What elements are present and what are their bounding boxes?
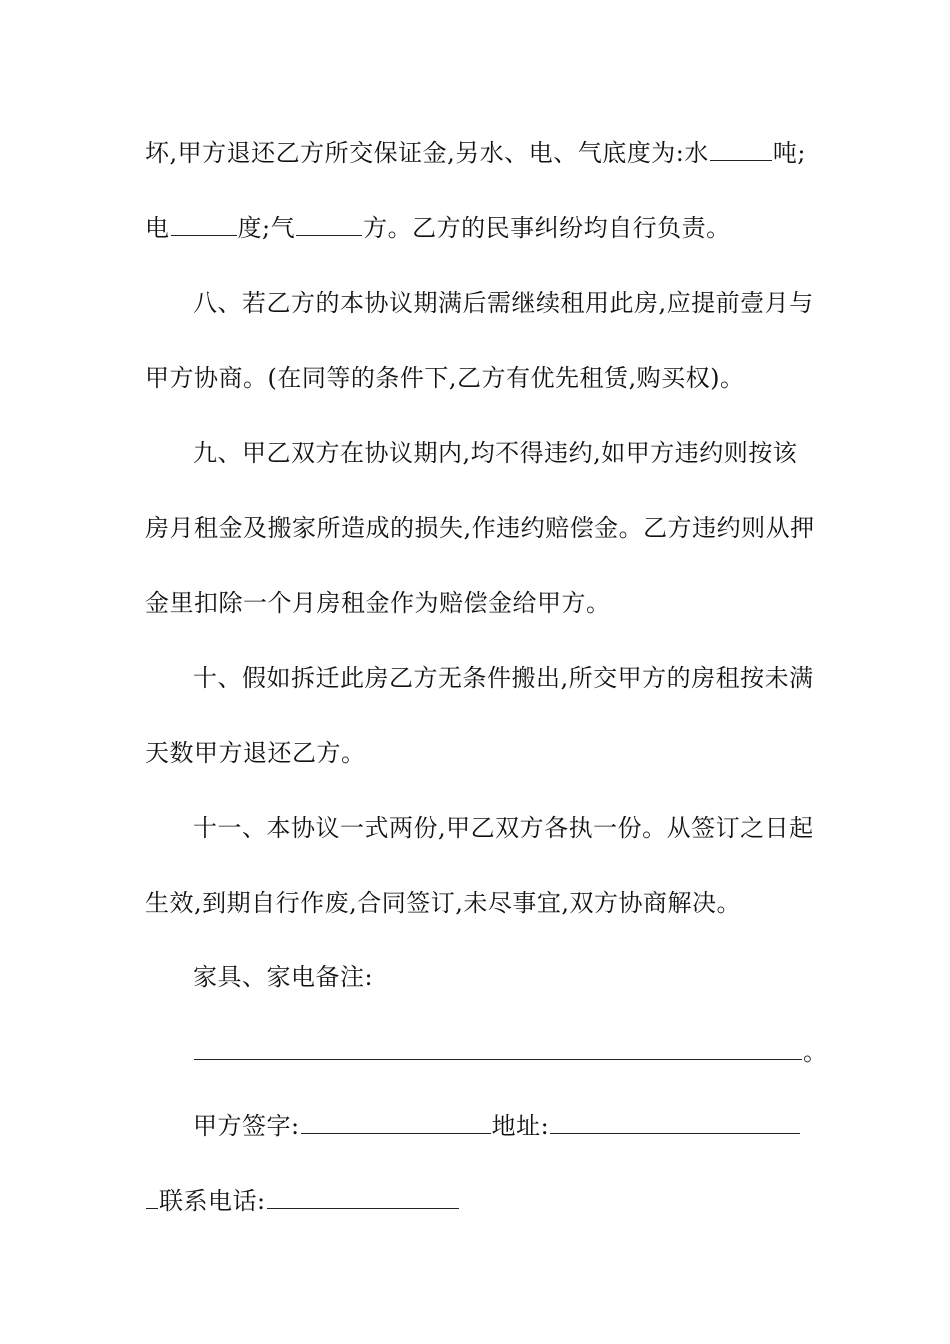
furniture-note-blank — [194, 1037, 802, 1060]
line-1-text-end: 吨; — [772, 139, 806, 167]
address-label: 地址: — [491, 1112, 550, 1140]
clause-8-line-2 — [145, 363, 815, 393]
address-blank — [550, 1111, 800, 1134]
clause-8-text-1: 八、若乙方的本协议期满后需继续租用此房,应提前壹月与 — [193, 289, 814, 317]
furniture-note-end: 。 — [803, 1038, 828, 1066]
clause-11-line-2 — [145, 888, 815, 918]
line-2-text: 电 — [145, 214, 170, 242]
text-line-2 — [145, 213, 815, 243]
clause-11-line-1 — [193, 813, 863, 843]
party-a-signature-label: 甲方签字: — [193, 1112, 300, 1140]
furniture-note-text: 家具、家电备注: — [193, 963, 374, 991]
phone-leading-blank — [146, 1186, 158, 1209]
clause-11-text-2: 生效,到期自行作废,合同签订,未尽事宜,双方协商解决。 — [145, 889, 742, 917]
water-blank — [710, 138, 772, 161]
clause-11-text-1: 十一、本协议一式两份,甲乙双方各执一份。从签订之日起 — [193, 814, 814, 842]
clause-9-text-1: 九、甲乙双方在协议期内,均不得违约,如甲方违约则按该 — [193, 439, 798, 467]
line-2-text-end: 方。乙方的民事纠纷均自行负责。 — [363, 214, 731, 242]
line-1-text: 坏,甲方退还乙方所交保证金,另水、电、气底度为:水 — [145, 139, 709, 167]
clause-8-text-2: 甲方协商。(在同等的条件下,乙方有优先租赁,购买权)。 — [145, 364, 745, 392]
clause-10-text-2: 天数甲方退还乙方。 — [145, 739, 366, 767]
line-2-text-mid: 度;气 — [237, 214, 296, 242]
clause-9-text-3: 金里扣除一个月房租金作为赔偿金给甲方。 — [145, 589, 611, 617]
party-a-signature-blank — [301, 1111, 491, 1134]
clause-9-line-2 — [145, 513, 815, 543]
furniture-note-label — [193, 962, 863, 992]
phone-line — [145, 1186, 815, 1216]
text-line-1 — [145, 138, 815, 168]
clause-9-line-3 — [145, 588, 815, 618]
clause-10-text-1: 十、假如拆迁此房乙方无条件搬出,所交甲方的房租按未满 — [193, 664, 814, 692]
clause-8-line-1 — [193, 288, 863, 318]
clause-10-line-1 — [193, 663, 863, 693]
electric-blank — [171, 213, 237, 236]
gas-blank — [296, 213, 362, 236]
clause-10-line-2 — [145, 738, 815, 768]
signature-line — [193, 1111, 818, 1141]
furniture-note-line — [193, 1037, 833, 1067]
phone-blank — [267, 1186, 459, 1209]
phone-label: 联系电话: — [159, 1187, 266, 1215]
clause-9-text-2: 房月租金及搬家所造成的损失,作违约赔偿金。乙方违约则从押 — [145, 514, 815, 542]
clause-9-line-1 — [193, 438, 863, 468]
